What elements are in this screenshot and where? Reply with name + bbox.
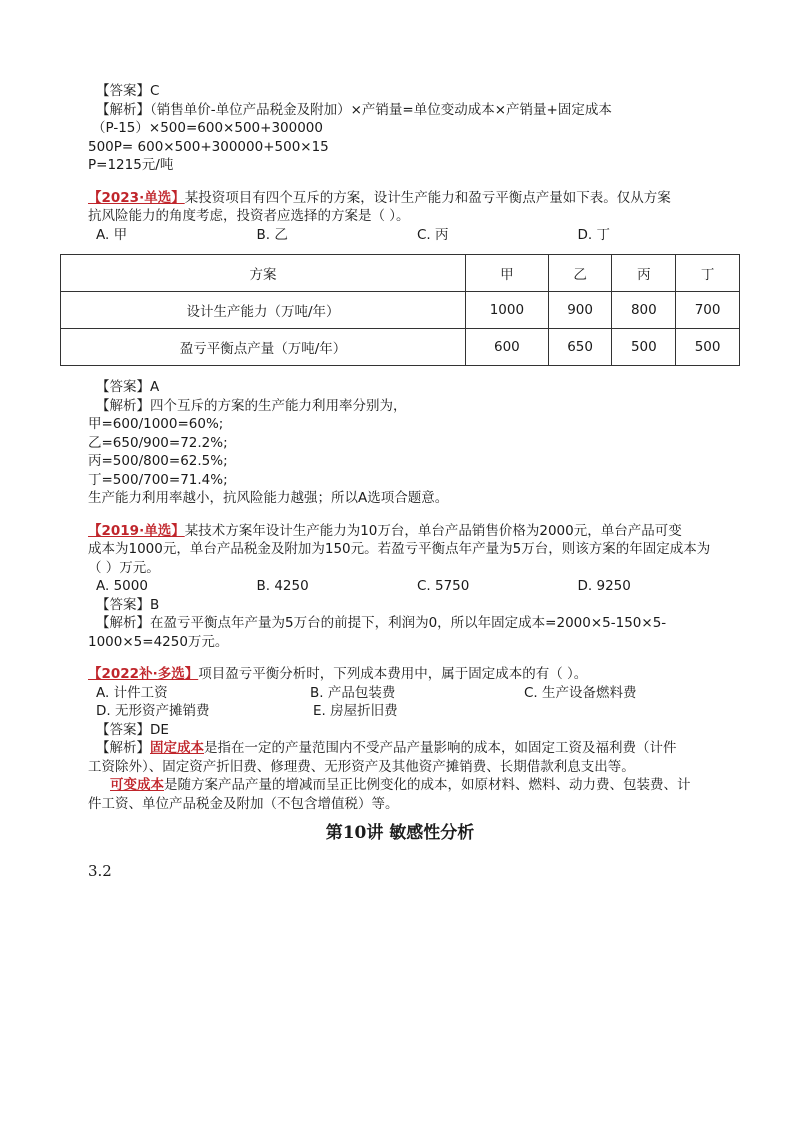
answer-2019: 【答案】B	[96, 596, 160, 613]
option-e: E. 房屋折旧费	[313, 703, 398, 719]
question-2022: 【2022补·多选】项目盈亏平衡分析时，下列成本费用中，属于固定成本的有（ ）。	[88, 666, 588, 682]
table-cell: 500	[676, 329, 740, 366]
options-2019	[88, 577, 738, 596]
analysis-1-line-3: 500P= 600×500+300000+500×15	[88, 138, 329, 155]
question-2023-line-2: 抗风险能力的角度考虑，投资者应选择的方案是（ ）。	[88, 208, 410, 224]
question-2019-line-3: （ ）万元。	[88, 559, 160, 576]
analysis-2022-line-3: 可变成本是随方案产品产量的增减而呈正比例变化的成本，如原材料、燃料、动力费、包装费、计	[110, 777, 691, 793]
table-row	[61, 292, 740, 329]
table-header-cell: 乙	[548, 255, 612, 292]
option-d: D. 9250	[577, 578, 631, 594]
answer-2023: 【答案】A	[96, 379, 160, 395]
table-header-cell: 甲	[466, 255, 549, 292]
option-c: C. 5750	[417, 578, 470, 594]
question-2023: 【2023·单选】某投资项目有四个互斥的方案，设计生产能力和盈亏平衡点产量如下表。仅从方案	[88, 189, 671, 206]
analysis-2022-line-4: 件工资、单位产品税金及附加（不包含增值税）等。	[88, 795, 399, 812]
fixed-cost-term: 固定成本	[150, 740, 204, 756]
option-c: C. 丙	[417, 226, 449, 243]
analysis-2023-line-5: 丁=500/700=71.4%;	[88, 471, 228, 488]
option-a: A. 计件工资	[96, 684, 168, 701]
answer-1: 【答案】C	[96, 83, 160, 99]
section-number: 3.2	[88, 862, 112, 880]
question-2019: 【2019·单选】某技术方案年设计生产能力为10万台，单台产品销售价格为2000元，单台产品可变	[88, 522, 682, 539]
options-2022-row-2	[88, 702, 738, 721]
option-b: B. 产品包装费	[310, 684, 396, 701]
table-cell: 650	[548, 329, 612, 366]
option-d: D. 丁	[577, 226, 610, 243]
table-cell: 700	[676, 292, 740, 329]
table-cell: 600	[466, 329, 549, 366]
options-2023	[88, 226, 738, 245]
table-cell: 盈亏平衡点产量（万吨/年）	[61, 329, 466, 366]
analysis-1-line-1: 【解析】（销售单价-单位产品税金及附加）×产销量=单位变动成本×产销量+固定成本	[96, 101, 612, 118]
lecture-heading: 第10讲 敏感性分析	[325, 823, 475, 843]
question-tag-2023: 【2023·单选】	[88, 189, 185, 206]
document-body	[88, 82, 738, 813]
analysis-2019-line-2: 1000×5=4250万元。	[88, 633, 229, 650]
option-b: B. 乙	[256, 226, 288, 243]
analysis-2023-line-2: 甲=600/1000=60%;	[88, 416, 224, 432]
analysis-2022-line-2: 工资除外）、固定资产折旧费、修理费、无形资产及其他资产摊销费、长期借款利息支出等。	[88, 758, 635, 775]
analysis-1-line-4: P=1215元/吨	[88, 157, 174, 173]
analysis-2023-line-6: 生产能力利用率越小，抗风险能力越强；所以A选项合题意。	[88, 490, 449, 506]
question-tag-2019: 【2019·单选】	[88, 522, 185, 539]
table-cell: 800	[612, 292, 676, 329]
analysis-2022-line-1: 【解析】固定成本是指在一定的产量范围内不受产品产量影响的成本，如固定工资及福利费（计件	[96, 740, 677, 756]
option-a: A. 甲	[96, 226, 128, 243]
analysis-2019-line-1: 【解析】在盈亏平衡点年产量为5万台的前提下，利润为0，所以年固定成本=2000×5-150×5-	[96, 615, 667, 631]
option-d: D. 无形资产摊销费	[96, 703, 210, 719]
table-header-row	[61, 255, 740, 292]
option-a: A. 5000	[96, 578, 148, 594]
variable-cost-term: 可变成本	[110, 777, 164, 793]
table-cell: 1000	[466, 292, 549, 329]
answer-2022: 【答案】DE	[96, 721, 169, 738]
table-header-cell: 方案	[61, 255, 466, 292]
table-header-cell: 丙	[612, 255, 676, 292]
option-b: B. 4250	[256, 578, 309, 594]
table-cell: 500	[612, 329, 676, 366]
capacity-table	[60, 254, 740, 366]
question-2019-line-2: 成本为1000元，单台产品税金及附加为150元。若盈亏平衡点年产量为5万台，则该方案的年固定成本为	[88, 541, 711, 557]
table-cell: 设计生产能力（万吨/年）	[61, 292, 466, 329]
analysis-1-line-2: （P-15）×500=600×500+300000	[92, 120, 323, 136]
table-cell: 900	[548, 292, 612, 329]
option-c: C. 生产设备燃料费	[524, 684, 637, 701]
analysis-2023-line-3: 乙=650/900=72.2%;	[88, 434, 228, 451]
question-tag-2022: 【2022补·多选】	[88, 666, 199, 682]
options-2022-row-1	[88, 684, 738, 703]
analysis-2023-line-4: 丙=500/800=62.5%;	[88, 453, 228, 469]
table-header-cell: 丁	[676, 255, 740, 292]
analysis-2023-line-1: 【解析】四个互斥的方案的生产能力利用率分别为，	[96, 397, 407, 414]
table-row	[61, 329, 740, 366]
